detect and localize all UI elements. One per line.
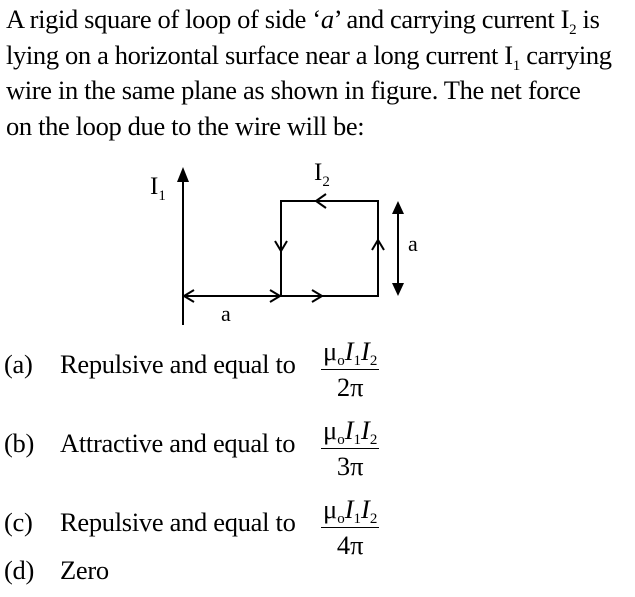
loop-current-label: $I_2$ <box>314 159 330 190</box>
option-c-numerator: $\mu_oI_1I_2$ <box>323 494 378 527</box>
question-line-1 <box>6 2 630 38</box>
option-c-denominator: 4π <box>336 530 364 560</box>
loop-right-arrow <box>372 240 384 250</box>
option-b-numerator: $\mu_oI_1I_2$ <box>323 415 378 448</box>
question-line-2 <box>6 38 630 74</box>
option-c-text: Repulsive and equal to <box>60 507 296 537</box>
side-length-arrow <box>392 201 404 296</box>
option-d-tag: (d) <box>4 555 34 585</box>
loop-top-arrow <box>316 194 326 208</box>
question-line-4: on the loop due to the wire will be: <box>6 110 365 141</box>
option-c-formula <box>321 494 379 560</box>
option-a-tag: (a) <box>4 349 33 379</box>
option-b[interactable] <box>4 428 295 458</box>
option-b-formula <box>321 415 379 481</box>
square-loop <box>281 201 378 296</box>
question-line-2-start: lying on a horizontal surface near a long current I <box>6 39 513 70</box>
option-c[interactable] <box>4 507 296 537</box>
option-a[interactable] <box>4 349 296 379</box>
option-d-text: Zero <box>60 555 109 585</box>
question-line-2-end: carrying <box>519 39 612 70</box>
option-b-text: Attractive and equal to <box>60 428 296 458</box>
question-text <box>6 2 630 144</box>
current-2-subscript: 2 <box>569 22 577 38</box>
loop-left-arrow <box>275 241 287 251</box>
option-b-tag: (b) <box>4 428 34 458</box>
option-a-formula <box>321 336 379 402</box>
option-a-denominator: 2π <box>336 372 364 402</box>
question-line-1-end: is <box>576 4 600 34</box>
option-a-text: Repulsive and equal to <box>60 349 296 379</box>
distance-arrow <box>184 290 280 302</box>
current-1-subscript: 1 <box>512 57 520 74</box>
side-symbol: a <box>320 4 334 34</box>
distance-label: a <box>221 301 231 326</box>
wire-current-label: $I_1$ <box>150 173 166 204</box>
loop-bottom-arrow <box>312 290 322 302</box>
side-length-label: a <box>408 231 418 256</box>
option-a-numerator: $\mu_oI_1I_2$ <box>323 336 378 369</box>
option-b-denominator: 3π <box>336 451 364 481</box>
question-line-3: wire in the same plane as shown in figure. The net force <box>6 75 581 105</box>
question-line-1-start: A rigid square of loop of side ‘ <box>6 4 321 34</box>
question-line-1-middle: ’ and carrying current I <box>333 4 570 34</box>
option-d[interactable] <box>4 555 109 585</box>
option-c-tag: (c) <box>4 507 33 537</box>
long-wire <box>177 167 189 325</box>
